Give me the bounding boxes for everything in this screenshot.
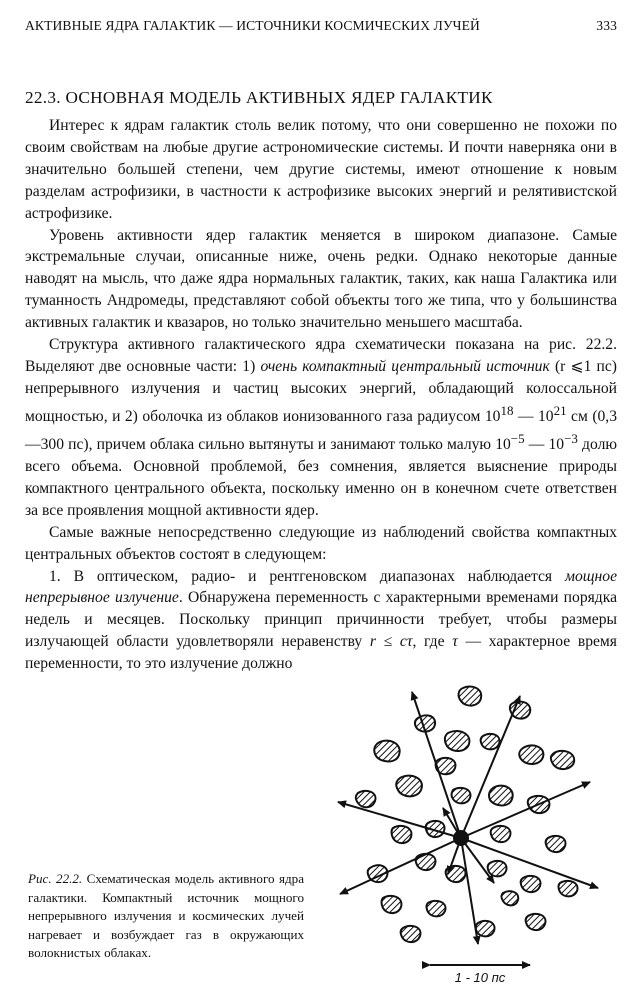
power-base: 10: [548, 436, 565, 454]
text-run: — характерное время переменности, то это излучение должно: [25, 633, 617, 673]
paragraph-1: Интерес к ядрам галактик столь велик потому, что они совершенно не похожи по своим свойствам на любые другие астрономические системы. И почти наверняка они в значительно большей степени, чем другие системы, имеют отношение к новым разделам астрофизики, в частности к астрофизике высоких энергий и релятивистской астрофизике.: [25, 117, 617, 222]
rays: [338, 692, 598, 944]
cloud: [519, 745, 543, 764]
dash: —: [524, 436, 549, 454]
cloud: [459, 686, 482, 705]
cloud: [559, 881, 578, 897]
ray: [461, 838, 478, 944]
cloud: [452, 788, 471, 804]
paragraph-4: Самые важные непосредственно следующие из наблюдений свойства компактных центральных объектов состоят в следующем:: [25, 523, 617, 563]
cloud: [526, 914, 546, 930]
body-text: [25, 115, 617, 675]
cloud: [510, 701, 530, 718]
running-header: [25, 18, 617, 34]
figure-label: Рис. 22.2.: [28, 871, 83, 886]
emphasis: мощное непрерывное излучение: [25, 567, 617, 607]
cloud: [382, 896, 402, 913]
text-run: . Обнаружена переменность с характерными временами порядка недель и месяцев. Поскольку принцип причинности требует, чтобы размеры излучающей области удовлетворяли неравенству: [25, 589, 617, 651]
cloud: [488, 861, 507, 877]
text-run: (r ⩽1 пс) непрерывного излучения и частиц высоких энергий, обладающий колоссальной мощностью, и 2) оболочка из облаков ионизованного газа радиусом: [25, 357, 618, 425]
text-run: 1. В оптическом, радио- и рентгеновском диапазонах наблюдается: [49, 567, 566, 585]
figure-caption: [28, 870, 304, 963]
cloud: [476, 921, 495, 937]
cloud: [445, 731, 470, 751]
exponent: −3: [564, 430, 578, 446]
text-run: см (0,3—300 пс), причем облака сильно вытянуты и занимают только малую: [25, 407, 617, 454]
exponent: 21: [553, 402, 567, 418]
text-run: Структура активного галактического ядра схематически показана на рис. 22.2. Выделяют две основные части: 1): [25, 336, 617, 375]
paragraph-3: [25, 334, 617, 522]
cloud: [416, 854, 436, 870]
cloud: [491, 826, 511, 842]
cloud: [356, 791, 376, 807]
dash: —: [513, 407, 538, 425]
power-base: 10: [484, 407, 501, 425]
central-source: [453, 830, 469, 846]
paragraph-2: Уровень активности ядер галактик меняется в широком диапазоне. Самые экстремальные случаи, описанные ниже, очень редки. Однако некоторые данные наводят на мысль, что даже ядра нормальных галактик, таких, как наша Галактика или туманность Андромеды, представляют собой объекты того же типа, что у большинства активных галактик и квазаров, но только значительно меньшего масштаба.: [25, 226, 617, 332]
section-title: 22.3. ОСНОВНАЯ МОДЕЛЬ АКТИВНЫХ ЯДЕР ГАЛАКТИК: [25, 88, 493, 107]
page-number: 333: [596, 18, 617, 33]
cloud: [551, 751, 574, 769]
cloud: [546, 836, 566, 852]
running-title: АКТИВНЫЕ ЯДРА ГАЛАКТИК — ИСТОЧНИКИ КОСМИЧЕСКИХ ЛУЧЕЙ: [25, 18, 480, 33]
cloud: [392, 826, 412, 843]
formula: r ≤ cτ: [369, 633, 413, 651]
cloud: [427, 901, 446, 917]
power-base: 10: [537, 407, 554, 425]
exponent: −5: [510, 430, 525, 446]
cloud: [489, 786, 513, 806]
clouds: [356, 686, 578, 942]
emphasis: очень компактный центральный источник: [260, 357, 550, 375]
formula: τ: [452, 633, 458, 651]
agn-schematic-figure: [318, 678, 618, 990]
cloud: [401, 926, 421, 942]
cloud: [521, 876, 541, 892]
scale-label: 1 - 10 пс: [454, 970, 506, 985]
cloud: [502, 891, 519, 905]
cloud: [481, 734, 500, 750]
text-run: , где: [412, 633, 453, 651]
cloud: [374, 741, 399, 762]
exponent: 18: [500, 402, 514, 418]
power-base: 10: [495, 436, 511, 454]
text-run: долю всего объема. Основной проблемой, без сомнения, является выяснение природы компактного центрального объекта, поскольку именно он в конечном счете ответствен за все проявления мощной активности ядер.: [25, 436, 618, 519]
caption-text: Схематическая модель активного ядра галактики. Компактный источник мощного непрерывного излучения и космических лучей нагревает и возбуждает газ в окружающих волокнистых облаках.: [28, 871, 305, 961]
paragraph-5: [25, 566, 617, 676]
cloud: [396, 776, 422, 797]
ray: [340, 838, 461, 894]
